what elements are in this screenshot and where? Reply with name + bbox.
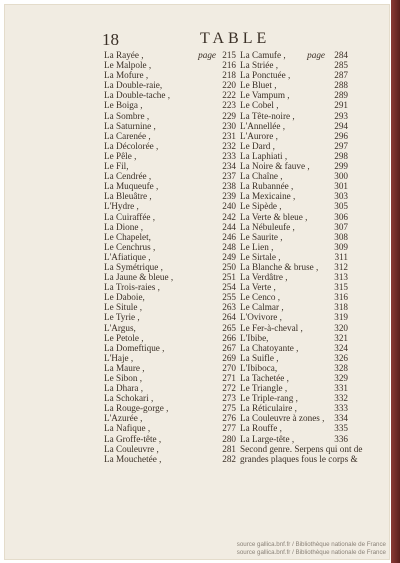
entry-page-number: 281: [222, 443, 236, 454]
entry-name: La Mouchetée ,: [104, 453, 162, 464]
index-entry: [240, 453, 358, 464]
entry-name: La Jaune & bleue ,: [104, 272, 174, 283]
entry-page-number: 222: [222, 90, 236, 101]
entry-name: La Chaîne ,: [240, 171, 283, 182]
entry-name: La Large-tête ,: [240, 433, 295, 444]
index-entry: [240, 413, 348, 423]
entry-page-number: 216: [222, 60, 236, 71]
entry-page-number: 316: [334, 292, 348, 303]
entry-name: L'Haje ,: [104, 352, 134, 363]
index-entry: [104, 141, 236, 151]
index-entry: [104, 60, 236, 70]
entry-name: Le Fer-à-cheval ,: [240, 322, 303, 333]
index-entry: [104, 323, 236, 333]
entry-name: La Décolorée ,: [104, 140, 159, 151]
index-entry: [104, 413, 236, 423]
page-label: page: [198, 50, 216, 60]
entry-name: La Dhara ,: [104, 383, 144, 394]
entry-page-number: 215: [222, 50, 236, 60]
entry-page-number: 285: [334, 60, 348, 71]
entry-name: Le Calmar ,: [240, 302, 284, 313]
entry-page-number: 280: [222, 433, 236, 444]
index-entry: [104, 252, 236, 262]
index-column-right: [240, 50, 363, 464]
entry-name: Le Sirtale ,: [240, 251, 281, 262]
entry-page-number: 289: [334, 90, 348, 101]
entry-name: La Tête-noire ,: [240, 110, 295, 121]
entry-page-number: 250: [222, 261, 236, 272]
index-entry: [240, 393, 348, 403]
index-entry: [240, 161, 348, 171]
entry-page-number: 244: [222, 221, 236, 232]
index-entry: [240, 363, 348, 373]
index-entry: [104, 272, 236, 282]
entry-name: Le Saurite ,: [240, 231, 283, 242]
index-entry: [104, 131, 236, 141]
entry-name: Second genre. Serpens qui ont de: [240, 443, 363, 454]
entry-name: La Camufe ,: [240, 50, 286, 60]
entry-page-number: 309: [334, 241, 348, 252]
index-entry: [240, 323, 348, 333]
entry-name: La Ponctuée ,: [240, 70, 291, 81]
entry-name: La Rayée ,: [104, 50, 144, 60]
index-entry: [240, 141, 348, 151]
entry-name: La Muqueufe ,: [104, 181, 159, 192]
entry-page-number: 282: [222, 453, 236, 464]
entry-page-number: 240: [222, 201, 236, 212]
index-entry: [240, 383, 348, 393]
index-entry: [240, 191, 348, 201]
entry-page-number: 267: [222, 342, 236, 353]
entry-name: Le Lien ,: [240, 241, 274, 252]
entry-name: La Couleuvre ,: [104, 443, 159, 454]
entry-page-number: 326: [334, 352, 348, 363]
entry-page-number: 237: [222, 171, 236, 182]
entry-page-number: 313: [334, 272, 348, 283]
entry-name: La Noire & fauve ,: [240, 161, 310, 172]
entry-name: Le Tyrie ,: [104, 312, 140, 323]
entry-page-number: 297: [334, 140, 348, 151]
index-entry: [240, 90, 348, 100]
entry-name: Le Vampum ,: [240, 90, 290, 101]
index-entry: [104, 333, 236, 343]
running-title: TABLE: [200, 30, 271, 47]
index-entry: [104, 454, 236, 464]
index-entry: [240, 403, 348, 413]
entry-name: L'Hydre ,: [104, 201, 139, 212]
index-entry: [240, 302, 348, 312]
entry-name: La Verte & bleue ,: [240, 211, 308, 222]
index-entry: [240, 50, 348, 60]
entry-name: La Rubannée ,: [240, 181, 294, 192]
entry-name: Le Cenco ,: [240, 292, 281, 303]
index-entry: [240, 272, 348, 282]
entry-name: La Suifle ,: [240, 352, 279, 363]
index-entry: [240, 434, 348, 444]
index-entry: [104, 201, 236, 211]
entry-page-number: 255: [222, 292, 236, 303]
entry-name: La Couleuvre à zones ,: [240, 413, 325, 424]
index-entry: [240, 100, 348, 110]
entry-name: La Schokari ,: [104, 393, 154, 404]
index-entry: [240, 70, 348, 80]
entry-page-number: 331: [334, 383, 348, 394]
index-entry: [104, 393, 236, 403]
index-entry: [240, 333, 348, 343]
entry-page-number: 248: [222, 241, 236, 252]
entry-page-number: 291: [334, 100, 348, 111]
index-entry: [240, 373, 348, 383]
index-entry: [104, 302, 236, 312]
entry-name: L'Ovivore ,: [240, 312, 282, 323]
index-entry: [104, 80, 236, 90]
index-entry: [104, 343, 236, 353]
entry-name: La Mexicaine ,: [240, 191, 296, 202]
entry-name: Le Malpole ,: [104, 60, 152, 71]
index-entry: [104, 262, 236, 272]
index-entry: [104, 292, 236, 302]
entry-name: La Carenée ,: [104, 130, 151, 141]
index-entry: [104, 50, 236, 60]
entry-page-number: 305: [334, 201, 348, 212]
index-entry: [104, 222, 236, 232]
entry-page-number: 270: [222, 362, 236, 373]
entry-name: La Sombre ,: [104, 110, 150, 121]
entry-name: La Nébuleufe ,: [240, 221, 295, 232]
entry-page-number: 329: [334, 373, 348, 383]
entry-page-number: 239: [222, 191, 236, 202]
page-label: page: [307, 50, 325, 60]
entry-name: La Nafique ,: [104, 423, 151, 434]
index-entry: [240, 242, 348, 252]
entry-page-number: 273: [222, 393, 236, 404]
entry-name: La Double-tache ,: [104, 90, 171, 101]
index-entry: [104, 383, 236, 393]
index-entry: [240, 121, 348, 131]
entry-page-number: 276: [222, 413, 236, 424]
entry-name: Le Sipède ,: [240, 201, 282, 212]
entry-name: Le Daboie,: [104, 292, 145, 303]
entry-name: La Cendrée ,: [104, 171, 152, 182]
index-entry: [104, 242, 236, 252]
entry-page-number: 299: [334, 161, 348, 172]
entry-page-number: 293: [334, 110, 348, 121]
entry-page-number: 254: [222, 282, 236, 293]
index-column-left: [104, 50, 236, 464]
entry-name: Le Pêle ,: [104, 150, 137, 161]
index-entry: [240, 353, 348, 363]
entry-name: La Striée ,: [240, 60, 279, 71]
entry-page-number: 307: [334, 221, 348, 232]
entry-page-number: 321: [334, 332, 348, 343]
entry-page-number: 336: [334, 433, 348, 444]
entry-page-number: 294: [334, 120, 348, 131]
entry-name: Le Boiga ,: [104, 100, 143, 111]
index-entry: [240, 171, 348, 181]
entry-page-number: 328: [334, 362, 348, 373]
page-edge-strip: [391, 0, 400, 563]
entry-page-number: 223: [222, 100, 236, 111]
index-entry: [104, 434, 236, 444]
entry-page-number: 266: [222, 332, 236, 343]
entry-name: Le Triangle ,: [240, 383, 288, 394]
index-entry: [104, 181, 236, 191]
entry-name: L'Azurée ,: [104, 413, 143, 424]
watermark-line: source gallica.bnf.fr / Bibliothèque nationale de France: [236, 541, 386, 548]
entry-page-number: 264: [222, 312, 236, 323]
entry-name: La Blanche & bruse ,: [240, 261, 319, 272]
entry-name: Le Dard ,: [240, 140, 275, 151]
index-entry: [240, 151, 348, 161]
entry-page-number: 284: [334, 50, 348, 60]
entry-page-number: 277: [222, 423, 236, 434]
entry-page-number: 324: [334, 342, 348, 353]
index-entry: [240, 222, 348, 232]
entry-page-number: 296: [334, 130, 348, 141]
entry-name: Le Fil,: [104, 161, 129, 172]
entry-page-number: 332: [334, 393, 348, 404]
index-entry: [104, 90, 236, 100]
entry-name: Le Triple-rang ,: [240, 393, 298, 404]
index-entry: [240, 443, 363, 454]
entry-page-number: 271: [222, 373, 236, 383]
entry-page-number: 265: [222, 322, 236, 333]
index-entry: [104, 312, 236, 322]
entry-name: La Rouge-gorge ,: [104, 403, 169, 414]
index-entry: [104, 100, 236, 110]
entry-name: La Saturnine ,: [104, 120, 156, 131]
index-entry: [240, 312, 348, 322]
index-entry: [104, 70, 236, 80]
entry-page-number: 231: [222, 130, 236, 141]
entry-page-number: 334: [334, 413, 348, 424]
index-entry: [240, 232, 348, 242]
entry-name: La Cuiraffée ,: [104, 211, 156, 222]
entry-name: L'Ibibe,: [240, 332, 269, 343]
index-entry: [240, 292, 348, 302]
entry-page-number: 306: [334, 211, 348, 222]
index-entry: [104, 403, 236, 413]
entry-page-number: 312: [334, 261, 348, 272]
entry-name: La Laphiati ,: [240, 150, 288, 161]
entry-page-number: 311: [334, 251, 348, 262]
index-entry: [240, 282, 348, 292]
entry-name: La Verte ,: [240, 282, 276, 293]
entry-name: La Réticulaire ,: [240, 403, 297, 414]
entry-name: La Domeftique ,: [104, 342, 165, 353]
entry-name: Le Cobel ,: [240, 100, 279, 111]
entry-page-number: 315: [334, 282, 348, 293]
index-entry: [240, 262, 348, 272]
entry-page-number: 301: [334, 181, 348, 192]
entry-page-number: 246: [222, 231, 236, 242]
entry-page-number: 288: [334, 80, 348, 91]
index-entry: [240, 131, 348, 141]
entry-page-number: 218: [222, 70, 236, 81]
index-entry: [104, 444, 236, 454]
entry-name: Le Sibon ,: [104, 373, 143, 383]
entry-name: L'Ibiboca,: [240, 362, 278, 373]
index-entry: [240, 423, 348, 433]
index-entry: [240, 212, 348, 222]
index-entry: [240, 80, 348, 90]
entry-name: La Maure ,: [104, 362, 145, 373]
entry-name: La Groffe-tête ,: [104, 433, 162, 444]
entry-name: La Trois-raies ,: [104, 282, 160, 293]
index-entry: [104, 151, 236, 161]
index-entry: [240, 252, 348, 262]
index-entry: [104, 282, 236, 292]
entry-page-number: 220: [222, 80, 236, 91]
index-entry: [104, 111, 236, 121]
entry-page-number: 319: [334, 312, 348, 323]
index-entry: [104, 171, 236, 181]
index-entry: [240, 201, 348, 211]
entry-name: Le Bluet ,: [240, 80, 277, 91]
index-entry: [240, 343, 348, 353]
watermark-line: source gallica.bnf.fr / Bibliothèque nationale de France: [236, 549, 386, 556]
entry-page-number: 318: [334, 302, 348, 313]
entry-name: La Bleuâtre ,: [104, 191, 152, 202]
index-entry: [104, 191, 236, 201]
index-entry: [104, 232, 236, 242]
entry-page-number: 238: [222, 181, 236, 192]
entry-name: L'Argus,: [104, 322, 136, 333]
entry-name: Le Situle ,: [104, 302, 143, 313]
entry-name: La Dione ,: [104, 221, 144, 232]
entry-page-number: 229: [222, 110, 236, 121]
entry-name: La Chatoyante ,: [240, 342, 299, 353]
entry-page-number: 308: [334, 231, 348, 242]
entry-name: La Tachetée ,: [240, 373, 289, 383]
entry-name: L'Aurore ,: [240, 130, 278, 141]
index-entry: [104, 353, 236, 363]
entry-page-number: 230: [222, 120, 236, 131]
page-number: 18: [102, 30, 119, 49]
entry-name: Le Chapelet,: [104, 231, 151, 242]
entry-name: La Symétrique ,: [104, 261, 163, 272]
entry-name: La Double-raie,: [104, 80, 163, 91]
entry-page-number: 233: [222, 150, 236, 161]
index-entry: [104, 363, 236, 373]
index-entry: [240, 181, 348, 191]
entry-page-number: 242: [222, 211, 236, 222]
entry-page-number: 333: [334, 403, 348, 414]
entry-name: La Rouffe ,: [240, 423, 282, 434]
entry-name: grandes plaques fous le corps &: [240, 453, 358, 464]
entry-name: L'Annellée ,: [240, 120, 286, 131]
entry-page-number: 335: [334, 423, 348, 434]
entry-page-number: 275: [222, 403, 236, 414]
entry-page-number: 249: [222, 251, 236, 262]
index-entry: [104, 423, 236, 433]
entry-page-number: 269: [222, 352, 236, 363]
entry-page-number: 232: [222, 140, 236, 151]
entry-page-number: 263: [222, 302, 236, 313]
entry-page-number: 300: [334, 171, 348, 182]
entry-name: Le Cenchrus ,: [104, 241, 156, 252]
entry-page-number: 272: [222, 383, 236, 394]
index-entry: [104, 161, 236, 171]
entry-page-number: 234: [222, 161, 236, 172]
entry-name: Le Petole ,: [104, 332, 144, 343]
index-entry: [104, 121, 236, 131]
entry-page-number: 298: [334, 150, 348, 161]
entry-page-number: 320: [334, 322, 348, 333]
index-entry: [104, 373, 236, 383]
index-entry: [240, 60, 348, 70]
entry-name: La Verdâtre ,: [240, 272, 288, 283]
index-entry: [240, 111, 348, 121]
index-entry: [104, 212, 236, 222]
entry-name: La Mofure ,: [104, 70, 149, 81]
entry-page-number: 251: [222, 272, 236, 283]
entry-name: L'Afiatique ,: [104, 251, 151, 262]
entry-page-number: 303: [334, 191, 348, 202]
entry-page-number: 287: [334, 70, 348, 81]
